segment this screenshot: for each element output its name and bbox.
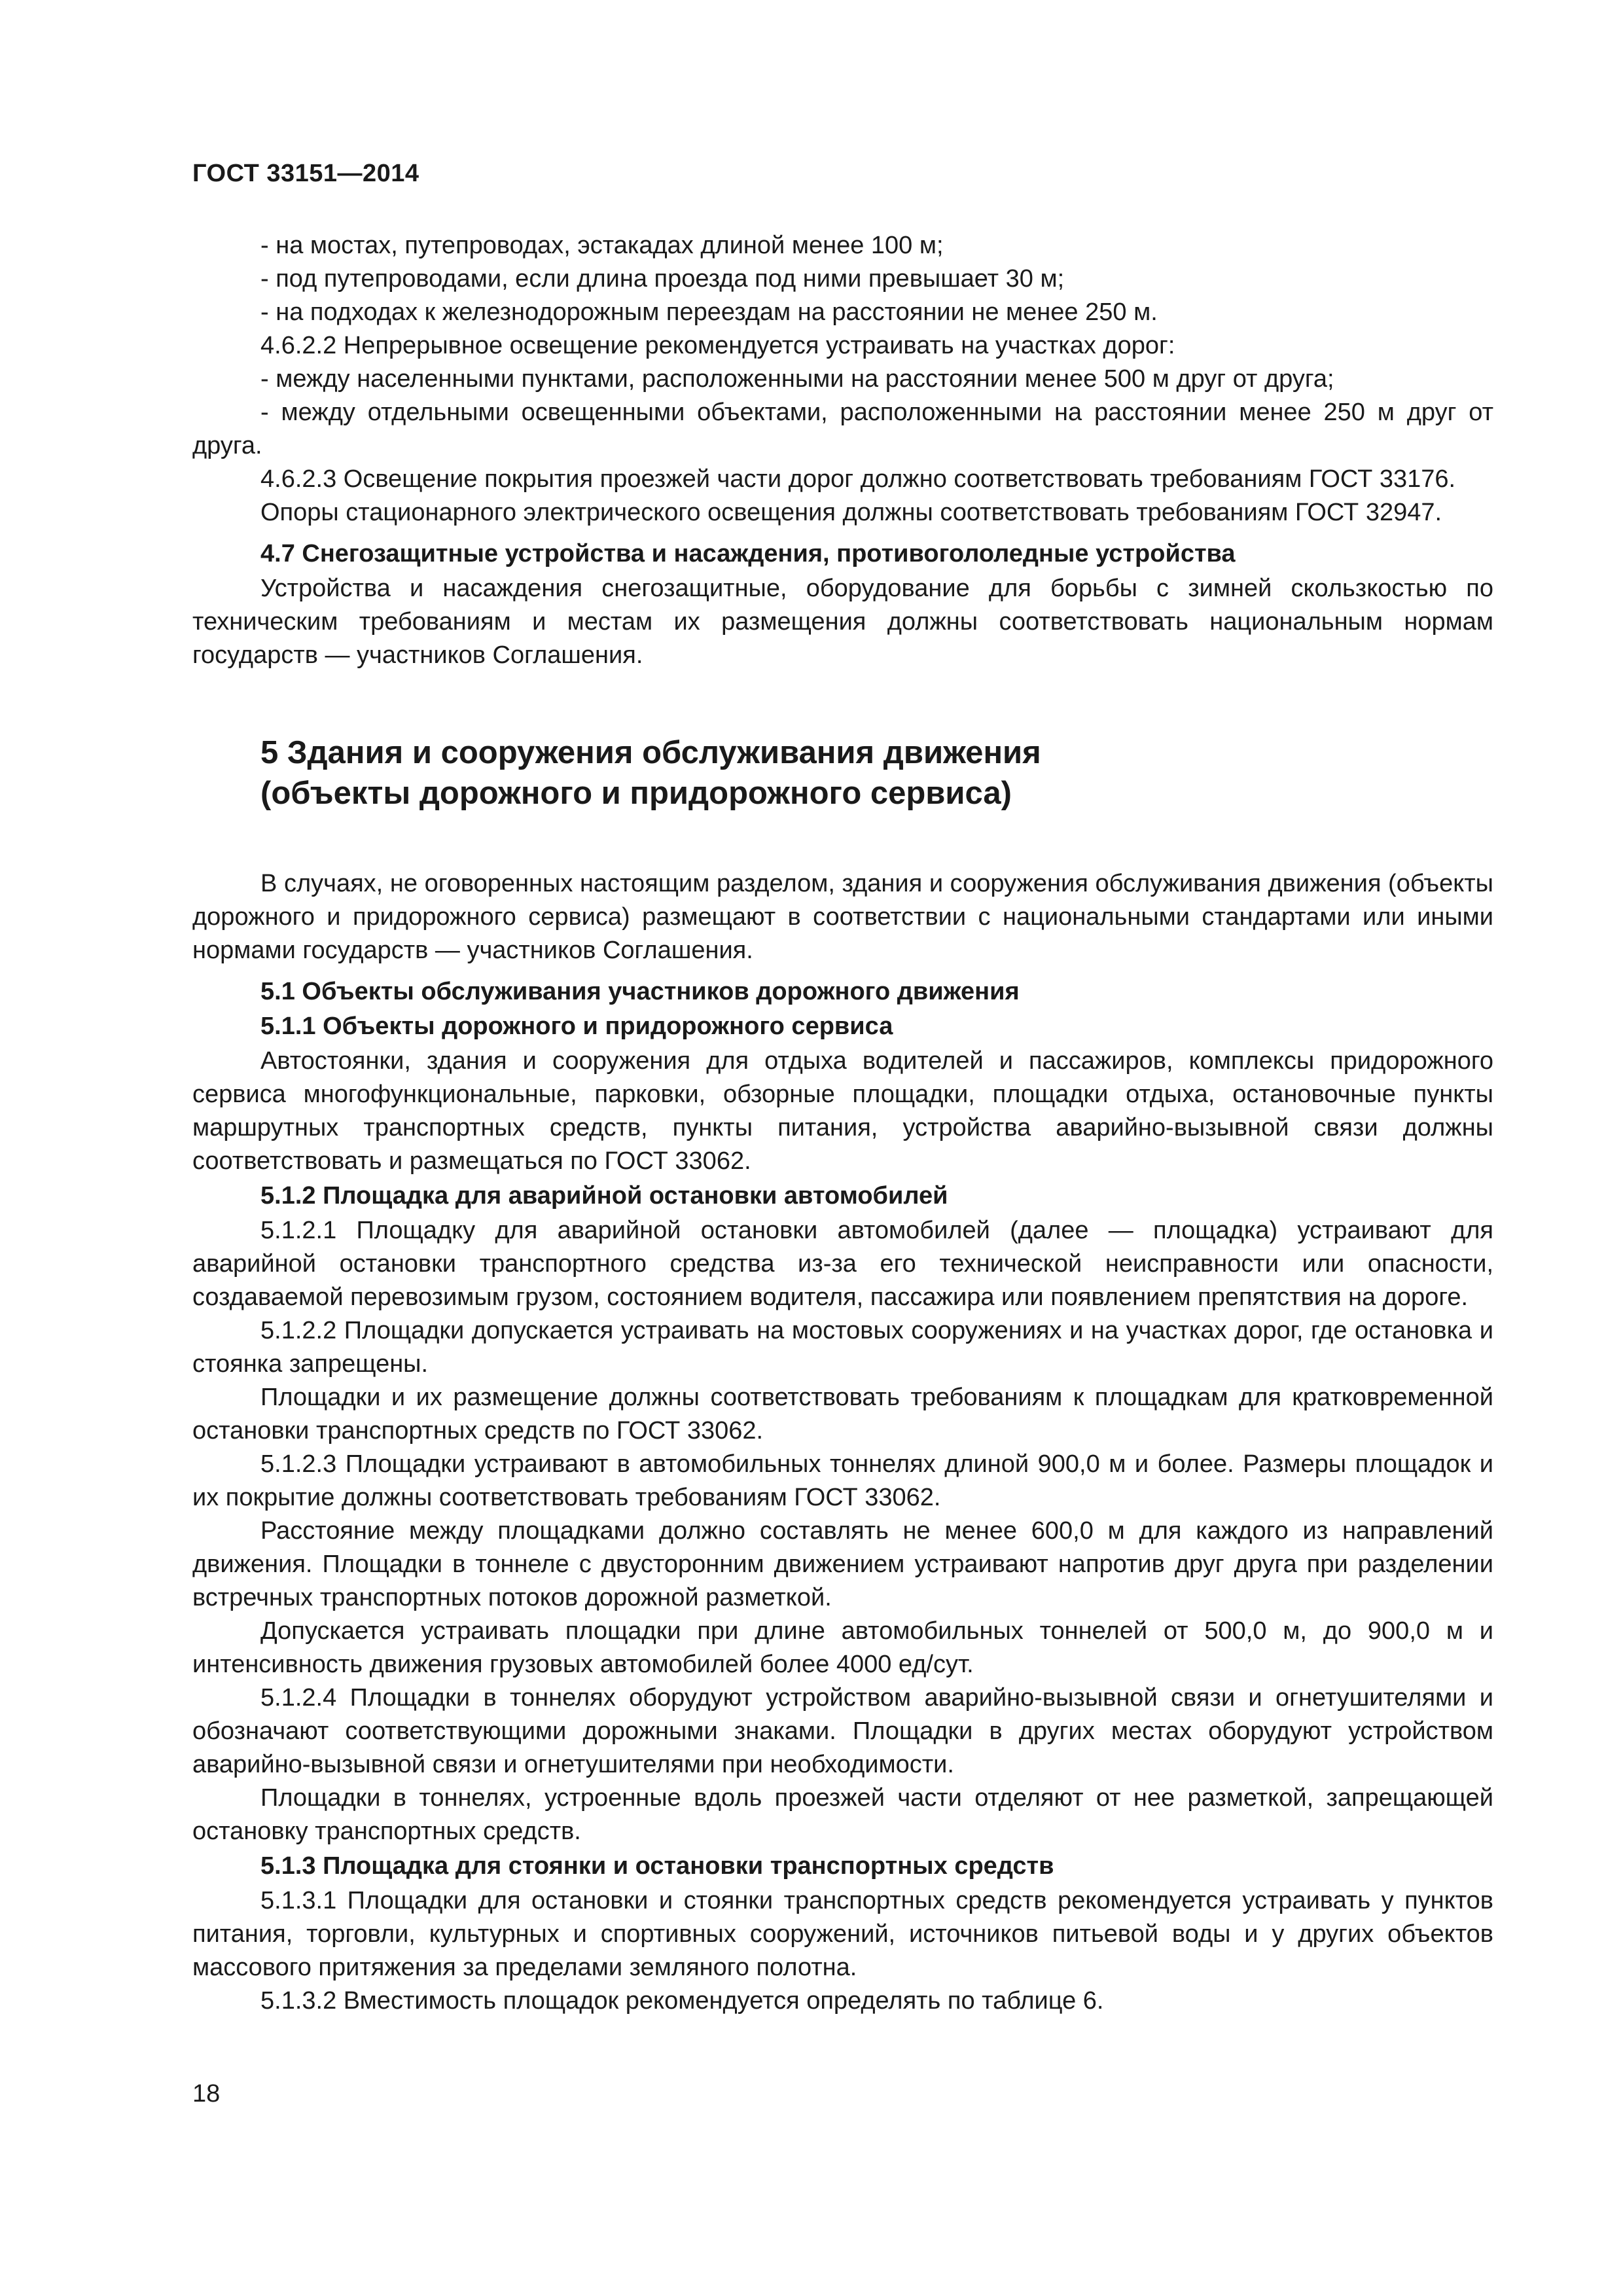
list-item: - под путепроводами, если длина проезда под ними превышает 30 м; [260, 265, 1065, 293]
paragraph: Площадки и их размещение должны соответствовать требованиям к площадкам для кратковременной остановки транспортных средств по ГОСТ 33062. [192, 1384, 1493, 1444]
paragraph: Площадки в тоннелях, устроенные вдоль проезжей части отделяют от нее разметкой, запрещающей остановку транспортных средств. [192, 1784, 1493, 1845]
document-header: ГОСТ 33151—2014 [192, 160, 419, 187]
section-heading-5 [260, 732, 1493, 814]
paragraph: Автостоянки, здания и сооружения для отдыха водителей и пассажиров, комплексы придорожного сервиса многофункциональные, парковки, обзорные площадки, площадки отдыха, остановочные пункты маршрутных транспортных средств, пункты питания, устройства аварийно-вызывной связи должны соответствовать и размещаться по ГОСТ 33062. [192, 1047, 1493, 1175]
subsection-heading-5-1: 5.1 Объекты обслуживания участников дорожного движения [260, 978, 1020, 1005]
clause-5-1-3-1: 5.1.3.1 Площадки для остановки и стоянки транспортных средств рекомендуется устраивать у пунктов питания, торговли, культурных и спортивных сооружений, источников питьевой воды и у других объектов массового притяжения за пределами земляного полотна. [192, 1887, 1493, 1981]
subsection-heading-5-1-3: 5.1.3 Площадка для стоянки и остановки транспортных средств [260, 1852, 1054, 1880]
list-item: - на мостах, путепроводах, эстакадах длиной менее 100 м; [260, 232, 944, 259]
page-number: 18 [192, 2080, 221, 2108]
page-body [192, 229, 1493, 2018]
subsection-heading-5-1-2: 5.1.2 Площадка для аварийной остановки автомобилей [260, 1182, 948, 1210]
clause-5-1-2-1: 5.1.2.1 Площадку для аварийной остановки автомобилей (далее — площадка) устраивают для аварийной остановки транспортного средства из-за его технической неисправности или опасности, создаваемой перевозимым грузом, состоянием водителя, пассажира или появлением препятствия на дороге. [192, 1217, 1493, 1311]
clause-4-6-2-2: 4.6.2.2 Непрерывное освещение рекомендуется устраивать на участках дорог: [260, 332, 1175, 359]
clause-4-6-2-3: 4.6.2.3 Освещение покрытия проезжей части дорог должно соответствовать требованиям ГОСТ 33176. [260, 465, 1456, 493]
clause-5-1-2-2: 5.1.2.2 Площадки допускается устраивать на мостовых сооружениях и на участках дорог, где остановка и стоянка запрещены. [192, 1317, 1493, 1378]
subsection-heading-5-1-1: 5.1.1 Объекты дорожного и придорожного сервиса [260, 1013, 893, 1040]
section-title-line-2: (объекты дорожного и придорожного сервиса) [260, 776, 1012, 811]
clause-5-1-2-4: 5.1.2.4 Площадки в тоннелях оборудуют устройством аварийно-вызывной связи и огнетушителями и обозначают соответствующими дорожными знаками. Площадки в других местах оборудуют устройством аварийно-вызывной связи и огнетушителями при необходимости. [192, 1684, 1493, 1778]
list-item: - между отдельными освещенными объектами, расположенными на расстоянии менее 250 м друг от друга. [192, 399, 1493, 459]
list-item: - на подходах к железнодорожным переездам на расстоянии не менее 250 м. [260, 298, 1158, 326]
paragraph: В случаях, не оговоренных настоящим разделом, здания и сооружения обслуживания движения (объекты дорожного и придорожного сервиса) размещают в соответствии с национальными стандартами или иными нормами государств — участников Соглашения. [192, 870, 1493, 964]
list-item: - между населенными пунктами, расположенными на расстоянии менее 500 м друг от друга; [260, 365, 1334, 393]
paragraph: Расстояние между площадками должно составлять не менее 600,0 м для каждого из направлений движения. Площадки в тоннеле с двусторонним движением устраивают напротив друг друга при разделении встречных транспортных потоков дорожной разметкой. [192, 1517, 1493, 1611]
section-title-line-1: 5 Здания и сооружения обслуживания движения [260, 735, 1041, 770]
clause-5-1-2-3: 5.1.2.3 Площадки устраивают в автомобильных тоннелях длиной 900,0 м и более. Размеры площадок и их покрытие должны соответствовать требованиям ГОСТ 33062. [192, 1450, 1493, 1511]
clause-5-1-3-2: 5.1.3.2 Вместимость площадок рекомендуется определять по таблице 6. [260, 1987, 1104, 2015]
paragraph: Устройства и насаждения снегозащитные, оборудование для борьбы с зимней скользкостью по техническим требованиям и местам их размещения должны соответствовать национальным нормам государств — участников Соглашения. [192, 575, 1493, 669]
paragraph: Опоры стационарного электрического освещения должны соответствовать требованиям ГОСТ 32947. [260, 499, 1442, 526]
subsection-heading-4-7: 4.7 Снегозащитные устройства и насаждения, противогололедные устройства [260, 540, 1236, 567]
paragraph: Допускается устраивать площадки при длине автомобильных тоннелей от 500,0 м, до 900,0 м и интенсивность движения грузовых автомобилей более 4000 ед/сут. [192, 1617, 1493, 1678]
